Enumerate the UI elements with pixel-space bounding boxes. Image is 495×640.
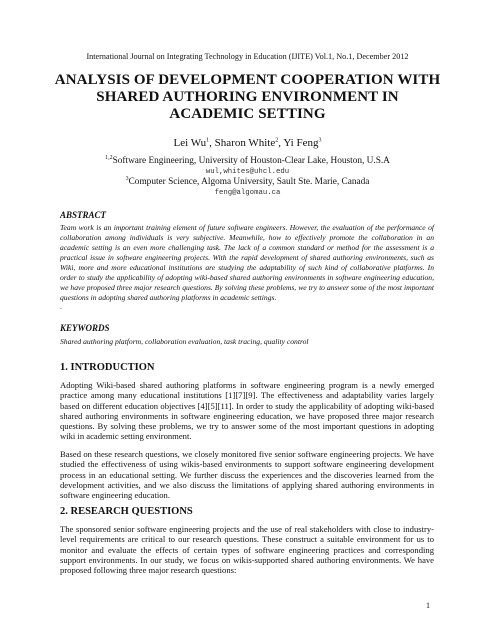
paper-title xyxy=(40,72,455,123)
title-line-3: ACADEMIC SETTING xyxy=(169,106,326,122)
affiliation-1-email: wul,whites@uhcl.edu xyxy=(205,168,290,176)
affiliation-sup: 3 xyxy=(125,175,129,182)
author-sup: 3 xyxy=(318,137,322,144)
abstract-trailing-dot: . xyxy=(60,302,62,311)
author-sup: 1 xyxy=(206,137,210,144)
author-name: Yi Feng xyxy=(283,137,319,149)
affiliation-2-email: feng@algomau.ca xyxy=(214,189,281,197)
section-1-paragraph-2: Based on these research questions, we closely monitored five senior software engineering projects. We have studied the effectiveness of using wikis-based environments to support software engineering development process in an educational setting. We further discuss the experiences and the discoveries learned from the development activities, and we also discuss the limitations of applying shared authoring environments in software engineering education. xyxy=(60,449,434,501)
affiliation-sup: 1,2 xyxy=(105,154,113,161)
author-name: Sharon White xyxy=(214,137,276,149)
abstract-text: Team work is an important training element of future software engineers. However, the evaluation of the performance of collaboration among individuals is very subjective. Meanwhile, how to effectively promote the collaboration in an academic setting is an even more challenging task. The lack of a common standard or method for the assessment is a practical issue in software engineering projects. With the rapid development of shared authoring environments, such as Wiki, more and more educational institutions are studying the adaptability of such kind of collaborative platforms. In order to study the applicability of adopting wiki-based shared authoring environments in software engineering education, we have proposed three major research questions. By solving these problems, we try to answer some of the most important questions in adopting shared authoring platforms in academic settings. xyxy=(60,223,434,302)
section-2-paragraph-1: The sponsored senior software engineering projects and the use of real stakeholders with close to industry-level requirements are critical to our research questions. These construct a suitable environment for us to monitor and evaluate the effects of certain types of software engineering practices and corresponding support environments. In our study, we focus on wikis-supported shared authoring environments. We have proposed following three major research questions: xyxy=(60,524,434,576)
keywords-heading: KEYWORDS xyxy=(60,323,110,333)
affiliation-1 xyxy=(0,156,495,166)
section-2-heading: 2. RESEARCH QUESTIONS xyxy=(60,506,193,517)
affiliation-2 xyxy=(0,177,495,187)
author-sup: 2 xyxy=(275,137,279,144)
section-1-heading: 1. INTRODUCTION xyxy=(60,362,155,373)
affiliation-text: Software Engineering, University of Houston-Clear Lake, Houston, U.S.A xyxy=(112,156,390,166)
author-name: Lei Wu xyxy=(173,137,207,149)
title-line-1: ANALYSIS OF DEVELOPMENT COOPERATION WITH xyxy=(54,72,441,88)
journal-header: International Journal on Integrating Technology in Education (IJITE) Vol.1, No.1, December 2012 xyxy=(86,52,409,61)
affiliation-text: Computer Science, Algoma University, Sault Ste. Marie, Canada xyxy=(128,177,370,187)
author-list: Lei Wu$^1$, Sharon White$^2$, Yi Feng$^3$ xyxy=(173,137,322,149)
keywords-text: Shared authoring platform, collaboration evaluation, task tracing, quality control xyxy=(60,337,309,346)
section-1-paragraph-1: Adopting Wiki-based shared authoring platforms in software engineering program is a newly emerged practice among many educational institutions [1][7][9]. The effectiveness and adaptability varies largely based on different education objectives [4][5][11]. In order to study the applicability of adopting wiki-based shared authoring environments in software engineering education, we have proposed three major research questions. By solving these problems, we try to answer some of the most important questions in adopting wiki in academic setting environment. xyxy=(60,380,434,442)
page-number: 1 xyxy=(426,601,430,610)
title-line-2: SHARED AUTHORING ENVIRONMENT IN xyxy=(96,89,399,105)
abstract-heading: ABSTRACT xyxy=(60,210,107,220)
